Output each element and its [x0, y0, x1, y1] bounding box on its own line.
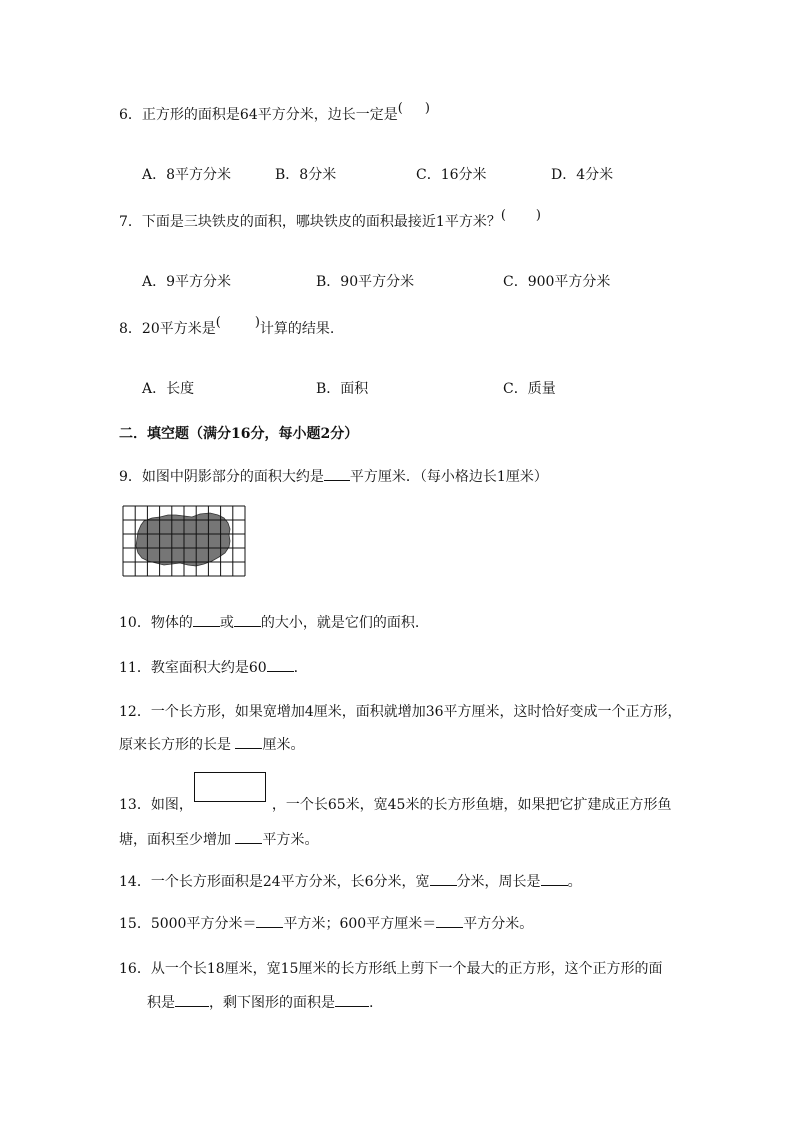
q6-paren-close: )	[424, 101, 430, 116]
q7-option-b[interactable]: B．90平方分米	[316, 274, 415, 290]
q6-number: 6．	[119, 107, 142, 123]
q12-line2-before: 原来长方形的长是	[119, 737, 236, 753]
q15-text-a: 5000平方分米＝	[150, 916, 257, 932]
question-16-line-1	[119, 958, 662, 978]
q16-number: 16．	[119, 961, 151, 977]
q8-paren-close: )	[254, 315, 260, 330]
q16-line1: 从一个长18厘米，宽15厘米的长方形纸上剪下一个最大的正方形，这个正方形的面	[150, 961, 663, 977]
q7-paren-close: )	[535, 208, 541, 223]
q10-text-c: 的大小，就是它们的面积.	[260, 615, 420, 631]
question-6	[119, 101, 430, 124]
q13-number: 13．	[119, 797, 151, 813]
q7-option-a[interactable]: A．9平方分米	[142, 274, 232, 290]
q14-number: 14．	[119, 874, 151, 890]
q7-text: 下面是三块铁皮的面积，哪块铁皮的面积最接近1平方米？	[141, 214, 501, 230]
q13-line2-after: 平方米。	[262, 832, 319, 848]
q8-paren-open: (	[215, 315, 221, 330]
q14-text-a: 一个长方形面积是24平方分米，长6分米，宽	[150, 874, 430, 890]
q8-option-a[interactable]: A．长度	[142, 381, 195, 397]
q16-blank-1[interactable]	[175, 995, 209, 1007]
q11-blank[interactable]	[267, 660, 294, 672]
q14-blank-2[interactable]	[541, 874, 568, 886]
q6-option-a[interactable]: A．8平方分米	[142, 167, 232, 183]
question-7	[119, 208, 541, 231]
q10-text-a: 物体的	[150, 615, 193, 631]
q6-option-d[interactable]: D．4分米	[551, 167, 614, 183]
shaded-region	[136, 513, 230, 566]
q12-blank[interactable]	[235, 737, 262, 749]
q14-text-c: 。	[567, 874, 582, 890]
q7-paren-open: (	[500, 208, 506, 223]
q11-number: 11．	[119, 660, 151, 676]
question-10	[119, 612, 419, 632]
q13-rectangle-figure	[194, 772, 266, 802]
question-12-line-1	[119, 701, 682, 721]
section-2-title: 二．填空题（满分16分，每小题2分）	[119, 426, 359, 442]
q8-number: 8．	[119, 321, 142, 337]
question-12-line-2	[119, 734, 304, 754]
q15-blank-1[interactable]	[256, 916, 283, 928]
question-16-line-2	[147, 992, 373, 1012]
q9-number: 9．	[119, 469, 142, 485]
q13-line2-before: 塘，面积至少增加	[119, 832, 236, 848]
q7-number: 7．	[119, 214, 142, 230]
q11-text-before: 教室面积大约是60	[150, 660, 267, 676]
question-14	[119, 871, 582, 891]
q13-text-b: ，一个长65米，宽45米的长方形鱼塘，如果把它扩建成正方形鱼	[271, 797, 672, 813]
q12-line2-after: 厘米。	[262, 737, 305, 753]
q6-option-b[interactable]: B．8分米	[275, 167, 337, 183]
q12-line1: 一个长方形，如果宽增加4厘米，面积就增加36平方厘米，这时恰好变成一个正方形，	[150, 704, 682, 720]
q6-text: 正方形的面积是64平方分米，边长一定是	[141, 107, 398, 123]
question-11	[119, 657, 298, 677]
q8-text-before: 20平方米是	[141, 321, 216, 337]
q14-blank-1[interactable]	[430, 874, 457, 886]
q14-text-b: 分米，周长是	[456, 874, 541, 890]
q9-text-after: 平方厘米．（每小格边长1厘米）	[349, 469, 548, 485]
q10-blank-1[interactable]	[193, 615, 220, 627]
q7-option-c[interactable]: C．900平方分米	[503, 274, 611, 290]
q13-text-a: 如图，	[150, 797, 193, 813]
q9-text-before: 如图中阴影部分的面积大约是	[141, 469, 324, 485]
q9-grid-figure	[122, 505, 246, 577]
q9-blank[interactable]	[324, 469, 350, 481]
q10-number: 10．	[119, 615, 151, 631]
q15-blank-2[interactable]	[436, 916, 463, 928]
question-15	[119, 913, 533, 933]
q6-paren-open: (	[397, 101, 403, 116]
q8-option-c[interactable]: C．质量	[503, 381, 556, 397]
q10-text-b: 或	[219, 615, 234, 631]
question-13-line-2	[119, 829, 318, 849]
q13-blank[interactable]	[235, 832, 262, 844]
q8-option-b[interactable]: B．面积	[316, 381, 369, 397]
question-9	[119, 466, 548, 486]
q10-blank-2[interactable]	[234, 615, 261, 627]
q15-text-b: 平方米；600平方厘米＝	[283, 916, 437, 932]
q8-text-after: 计算的结果.	[259, 321, 335, 337]
q12-number: 12．	[119, 704, 151, 720]
q15-number: 15．	[119, 916, 151, 932]
q16-line2-c: .	[369, 995, 374, 1011]
q16-blank-2[interactable]	[335, 995, 369, 1007]
q16-line2-a: 积是	[147, 995, 175, 1011]
q15-text-c: 平方分米。	[463, 916, 534, 932]
q11-text-after: .	[293, 660, 299, 676]
q16-line2-b: ，剩下图形的面积是	[209, 995, 335, 1011]
question-8	[119, 315, 335, 338]
q6-option-c[interactable]: C．16分米	[416, 167, 487, 183]
